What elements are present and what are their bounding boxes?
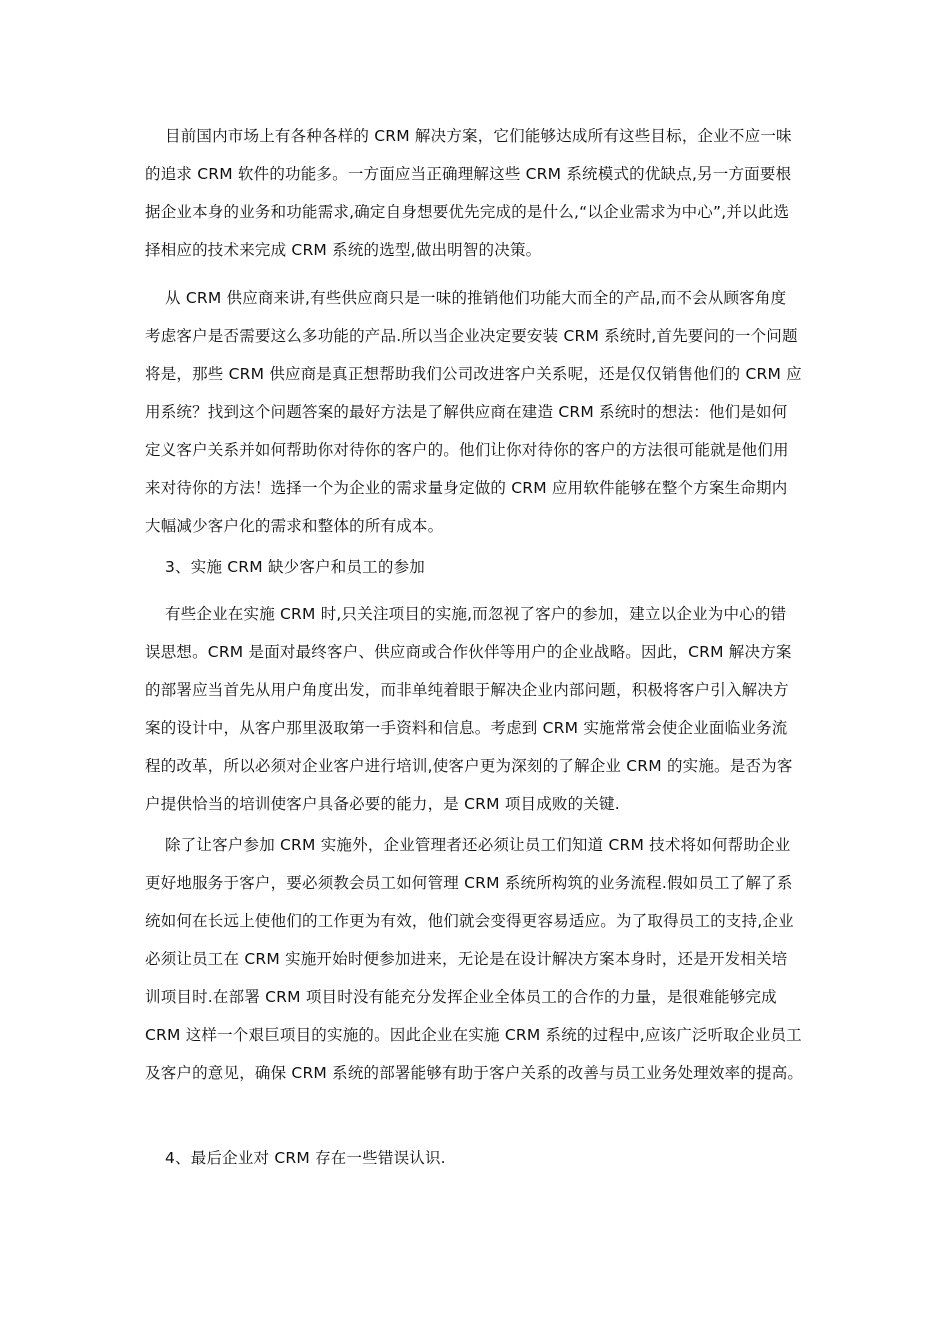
text-line: 误思想。CRM 是面对最终客户、供应商或合作伙伴等用户的企业战略。因此，CRM 解决方案 [145, 643, 792, 661]
paragraph-crm-vendors [145, 279, 805, 545]
text-line: 更好地服务于客户，要必须教会员工如何管理 CRM 系统所构筑的业务流程.假如员工了解了系 [145, 874, 793, 892]
text-line: 来对待你的方法！选择一个为企业的需求量身定做的 CRM 应用软件能够在整个方案生命期内 [145, 479, 788, 497]
text-line: 必须让员工在 CRM 实施开始时便参加进来，无论是在设计解决方案本身时，还是开发相关培 [145, 950, 788, 968]
section-heading-3 [145, 548, 805, 586]
text-line: 的追求 CRM 软件的功能多。一方面应当正确理解这些 CRM 系统模式的优缺点,另一方面要根 [145, 165, 792, 183]
text-line: 据企业本身的业务和功能需求,确定自身想要优先完成的是什么,“以企业需求为中心”,并以此选 [145, 203, 790, 221]
text-line: 定义客户关系并如何帮助你对待你的客户的。他们让你对待你的客户的方法很可能就是他们用 [145, 441, 789, 459]
text-line: 用系统？找到这个问题答案的最好方法是了解供应商在建造 CRM 系统时的想法：他们是如何 [145, 403, 788, 421]
text-line: 4、最后企业对 CRM 存在一些错误认识. [165, 1149, 446, 1167]
paragraph-crm-solutions [145, 117, 805, 269]
text-line: 考虑客户是否需要这么多功能的产品.所以当企业决定要安装 CRM 系统时,首先要问的一个问题 [145, 327, 798, 345]
text-line: 训项目时.在部署 CRM 项目时没有能充分发挥企业全体员工的合作的力量，是很难能够完成 [145, 988, 777, 1006]
text-line: 的部署应当首先从用户角度出发，而非单纯着眼于解决企业内部问题，积极将客户引入解决方 [145, 681, 789, 699]
text-line: 将是，那些 CRM 供应商是真正想帮助我们公司改进客户关系呢，还是仅仅销售他们的 CRM 应 [145, 365, 802, 383]
paragraph-customer-participation [145, 595, 805, 823]
text-line: 择相应的技术来完成 CRM 系统的选型,做出明智的决策。 [145, 241, 542, 259]
text-line: 程的改革，所以必须对企业客户进行培训,使客户更为深刻的了解企业 CRM 的实施。是否为客 [145, 757, 793, 775]
text-line: 除了让客户参加 CRM 实施外，企业管理者还必须让员工们知道 CRM 技术将如何帮助企业 [165, 836, 791, 854]
text-line: 从 CRM 供应商来讲,有些供应商只是一味的推销他们功能大而全的产品,而不会从顾客角度 [165, 289, 787, 307]
text-line: 有些企业在实施 CRM 时,只关注项目的实施,而忽视了客户的参加，建立以企业为中心的错 [165, 605, 787, 623]
text-line: 3、实施 CRM 缺少客户和员工的参加 [165, 558, 425, 576]
section-heading-4 [145, 1139, 805, 1177]
paragraph-employee-participation [145, 826, 805, 1092]
text-line: 及客户的意见，确保 CRM 系统的部署能够有助于客户关系的改善与员工业务处理效率的提高。 [145, 1064, 804, 1082]
text-line: CRM 这样一个艰巨项目的实施的。因此企业在实施 CRM 系统的过程中,应该广泛听取企业员工 [145, 1026, 802, 1044]
text-line: 大幅减少客户化的需求和整体的所有成本。 [145, 517, 444, 535]
text-line: 案的设计中，从客户那里汲取第一手资料和信息。考虑到 CRM 实施常常会使企业面临业务流 [145, 719, 788, 737]
text-line: 目前国内市场上有各种各样的 CRM 解决方案，它们能够达成所有这些目标，企业不应一味 [165, 127, 792, 145]
text-line: 统如何在长远上使他们的工作更为有效，他们就会变得更容易适应。为了取得员工的支持,企业 [145, 912, 794, 930]
text-line: 户提供恰当的培训使客户具备必要的能力，是 CRM 项目成败的关键. [145, 795, 620, 813]
